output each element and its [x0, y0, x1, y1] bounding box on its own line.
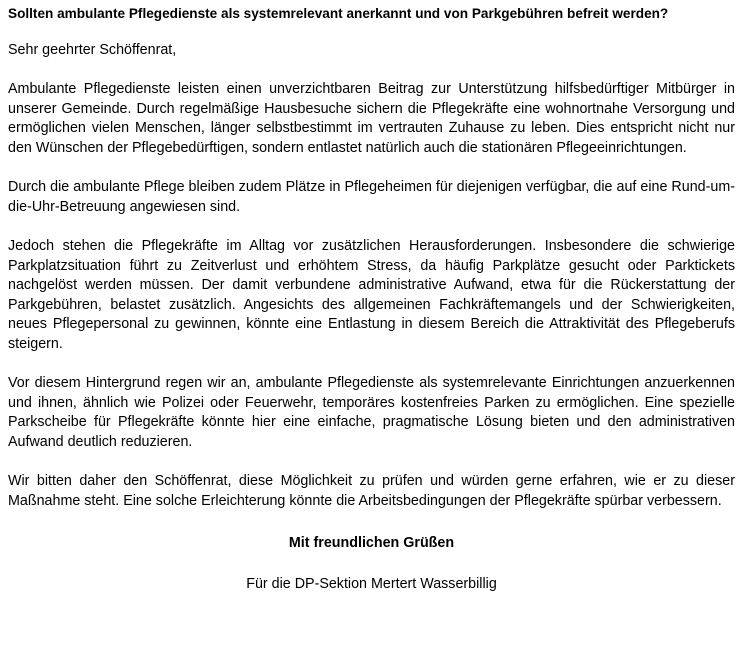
letter-title: Sollten ambulante Pflegedienste als systemrelevant anerkannt und von Parkgebühren befreit werden? — [8, 6, 669, 21]
paragraph-1: Ambulante Pflegedienste leisten einen unverzichtbaren Beitrag zur Unterstützung hilfsbedürftiger Mitbürger in unserer Gemeinde. Durch regelmäßige Hausbesuche sichern die Pflegekräfte eine wohnortnahe Versorgung und ermöglichen vielen Menschen, länger selbstbestimmt im vertrauten Zuhause zu leben. Dies entspricht nicht nur den Wünschen der Pflegebedürftigen, sondern entlastet natürlich auch die stationären Pflegeeinrichtungen. — [8, 81, 735, 156]
letter-salutation: Sehr geehrter Schöffenrat, — [8, 42, 177, 58]
paragraph-5: Wir bitten daher den Schöffenrat, diese Möglichkeit zu prüfen und würden gerne erfahren, wie er zu dieser Maßnahme steht. Eine solche Erleichterung könnte die Arbeitsbedingungen der Pflegekräfte spürbar verbessern. — [8, 473, 735, 509]
letter-closing: Mit freundlichen Grüßen — [288, 535, 455, 551]
paragraph-2: Durch die ambulante Pflege bleiben zudem Plätze in Pflegeheimen für diejenigen verfügbar, die auf eine Rund-um-die-Uhr-Betreuung angewiesen sind. — [8, 179, 735, 215]
letter-document — [8, 4, 735, 594]
letter-signature: Für die DP-Sektion Mertert Wasserbillig — [246, 576, 497, 592]
paragraph-3: Jedoch stehen die Pflegekräfte im Alltag vor zusätzlichen Herausforderungen. Insbesondere die schwierige Parkplatzsituation führt zu Zeitverlust und erhöhtem Stress, da häufig Parkplätze gesucht oder Parktickets nachgelöst werden müssen. Der damit verbundene administrative Aufwand, etwa für die Rückerstattung der Parkgebühren, belastet zusätzlich. Angesichts des allgemeinen Fachkräftemangels und der Schwierigkeiten, neues Pflegepersonal zu gewinnen, könnte eine Entlastung in diesem Bereich die Attraktivität des Pflegeberufs steigern. — [8, 238, 735, 352]
paragraph-4: Vor diesem Hintergrund regen wir an, ambulante Pflegedienste als systemrelevante Einrichtungen anzuerkennen und ihnen, ähnlich wie Polizei oder Feuerwehr, temporäres kostenfreies Parken zu ermöglichen. Eine spezielle Parkscheibe für Pflegekräfte könnte hier eine einfache, pragmatische Lösung bieten und den administrativen Aufwand deutlich reduzieren. — [8, 375, 735, 450]
